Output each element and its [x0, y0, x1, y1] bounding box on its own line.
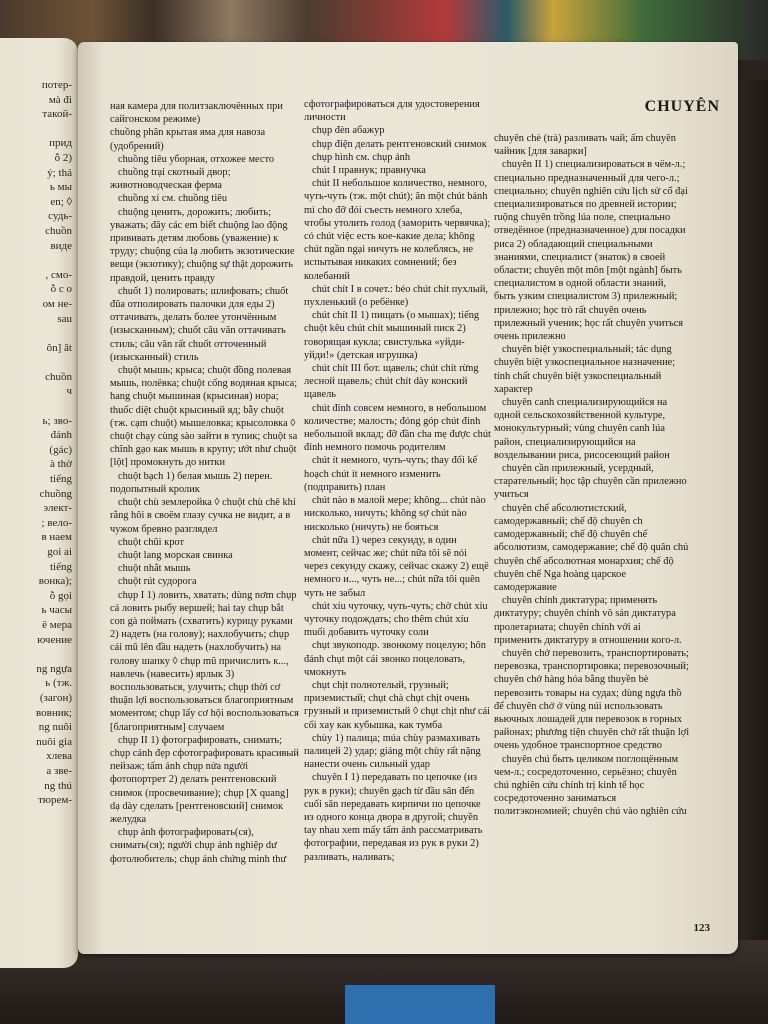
dictionary-entry: chụp I 1) ловить, хватать; dùng nơm chụp cá ловить рыбу вершей; hai tay chụp bắt con gà поймать (схватить) курицу руками 2) надеть (на голову); нахлобучить; chụp cái mũ lên đầu надеть (нахлобучить) на голову шапку ◊ chụp mũ причислить к..., навлечь (навесить) ярлык 3) воспользоваться, улучить; chụp thời cơ thuận lợi воспользоваться благоприятным моментом; chụp lấy cơ hội воспользоваться [благоприятным] случаем	[110, 589, 299, 733]
left-fragment: тюрем-	[37, 794, 72, 807]
left-fragment: ng thú	[44, 779, 72, 792]
dictionary-entry: chuộng ценить, дорожить; любить; уважать; đây các em biết chuộng lao động прививать детям любовь (уважение) к труду; chuộng của lạ любить экзотические вещи (экзотику); chuộng sự thật дорожить правдой, ценить правду	[110, 206, 295, 284]
left-fragment: ý; thả	[47, 166, 72, 179]
left-fragment: , смо-	[45, 268, 72, 281]
dictionary-entry: chuyên chính диктатура; применять диктатуру; chuyên chính vô sản диктатура пролетариата; chuyên chính với ai применить диктатуру в отношении кого-л.	[494, 595, 682, 646]
blue-book-edge	[345, 985, 495, 1024]
page-number: 123	[693, 922, 710, 934]
left-fragment: прид	[49, 137, 72, 150]
dictionary-entry: chuyên biệt узкоспециальный; tác dụng chuyên biệt узкоспециальное назначение; tính chất chuyên biệt узкоспециальный характер	[494, 344, 676, 395]
dictionary-entry: chuồng trại скотный двор; животноводческая ферма	[110, 167, 231, 192]
left-fragment: ỗ 2)	[54, 151, 72, 164]
dictionary-entry: chút chít I в сочет.: béo chút chít пухлый, пухленький (о ребёнке)	[304, 283, 488, 309]
left-fragment: ом не-	[42, 297, 72, 310]
dictionary-entry: chút đỉnh совсем немного, в небольшом количестве; малость; đóng góp chút đỉnh небольшой вклад; đỡ đần cha mẹ được chút đỉnh немного помочь родителям	[304, 402, 491, 454]
dictionary-entry: chút nữa 1) через секунду, в один момент, сейчас же; chút nữa tôi sẽ nói через секунду скажу, сейчас скажу 2) ещё немного и..., чуть не...; chút nữa tôi quên чуть не забыл	[304, 534, 489, 599]
left-fragment: nuôi gia	[36, 735, 72, 748]
dictionary-entry: chụp điện делать рентгеновский снимок	[312, 138, 487, 150]
left-fragment: tiếng	[50, 560, 72, 573]
left-fragment: вонка);	[38, 575, 72, 588]
dictionary-entry: chuyên cần прилежный, усердный, старательный; học tập chuyên cần прилежно учиться	[494, 463, 687, 501]
left-fragment: вовник;	[36, 706, 72, 719]
dictionary-entry: chuột bạch 1) белая мышь 2) перен. подопытный кролик	[110, 470, 273, 495]
left-fragment	[0, 326, 72, 341]
left-fragment	[0, 355, 72, 370]
dictionary-entry: сфотографироваться для удостоверения личности	[304, 99, 480, 124]
left-fragment: ч	[66, 385, 72, 398]
dictionary-entry: chuyên chè (trà) разливать чай; ấm chuyên чайник [для заварки]	[494, 133, 676, 158]
dictionary-entry: chút I правнук; правнучка	[312, 165, 426, 177]
dictionary-entry: chụt звукоподр. звонкому поцелую; hôn đánh chụt một cái звонко поцеловать, чмокнуть	[304, 640, 486, 678]
column-1	[110, 100, 300, 866]
left-fragment: ючение	[37, 633, 72, 646]
left-fragment: виде	[50, 239, 72, 252]
left-fragment: đánh	[50, 429, 72, 442]
left-fragment: ỗ c o	[50, 283, 72, 296]
left-page	[0, 38, 78, 968]
dictionary-entry: chụp đèn абажур	[312, 125, 385, 137]
dictionary-entry: chuyên chế абсолютистский, самодержавный; chế độ chuyên ch самодержавный; chế độ chuyên chế абсолютизм, самодержавие; chế độ quân chủ chuyên chế абсолютная монархия; chế độ chuyên chế Nga hoàng царское самодержавие	[494, 502, 689, 593]
right-page	[78, 42, 738, 954]
left-fragment: ё мера	[42, 618, 72, 631]
dictionary-entry: chuột lang морская свинка	[118, 549, 233, 561]
left-fragment: ь (тж.	[45, 677, 72, 690]
dictionary-entry: chút xíu чуточку, чуть-чуть; chờ chút xíu чуточку подождать; cho thêm chút xíu muối добавить чуточку соли	[304, 600, 488, 639]
left-fragment: chuồn	[45, 224, 72, 237]
dictionary-entry: chụp ảnh фотографировать(ся), снимать(ся); người chụp ảnh nghiệp dư фотолюбитель; chụp ảnh chứng minh thư	[110, 827, 287, 865]
dictionary-entry: chuột chũi крот	[118, 536, 185, 548]
left-fragment: в наем	[41, 531, 72, 544]
left-fragment: ỗ gọi	[49, 589, 72, 602]
dictionary-entry: chuột rút судорога	[118, 576, 197, 588]
dictionary-entry: chùy 1) палица; múa chùy размахивать палицей 2) удар; giáng một chùy rất nặng нанести очень сильный удар	[304, 732, 481, 771]
dictionary-entry: chụp hình см. chụp ảnh	[312, 151, 411, 163]
dictionary-entry: chuyên chở перевозить, транспортировать; перевозка, транспортировка; перевозочный; chuyên chở hàng hóa bằng thuyền bè перевозить товары на судах; dùng ngựa thồ để chuyên chở ở vùng núi использовать вьючных лошадей для перевозок в горных районах; phương tiện chuyên chở rất thuận lợi очень удобное транспортное средство	[494, 647, 690, 752]
left-fragment: ; вело-	[41, 516, 72, 529]
left-fragment: судь-	[48, 210, 72, 223]
book-spine	[738, 80, 768, 960]
left-fragment: ng ngựa	[36, 662, 72, 675]
left-fragment	[0, 253, 72, 268]
dictionary-entry: chụt chịt полнотелый, грузный; приземистый; chụt chà chụt chịt очень грузный и приземистый ◊ chụt chịt như cái cối xay как кубышка, как тумба	[304, 679, 491, 731]
dictionary-entry: chuồng xí см. chuồng tiêu	[118, 193, 228, 205]
column-3	[494, 132, 690, 819]
left-fragment: ь мы	[49, 181, 72, 194]
left-fragment: goi ai	[47, 546, 72, 558]
left-fragment: ng nuôi	[38, 721, 72, 734]
dictionary-entry: chụp II 1) фотографировать, снимать; chụp cảnh đẹp сфотографировать красивый пейзаж; tấm ảnh chụp nửa người фотопортрет 2) делать рентгеновский снимок (просвечивание); chụp [X quang] dạ dày сделать [рентгеновский] снимок желудка	[110, 734, 299, 825]
dictionary-entry: chút chít II 1) пищать (о мышах); tiếng chuột kêu chút chít мышиный писк 2) говорящая кукла; свистулька «уйди-уйди!» (детская игрушка)	[304, 310, 480, 361]
left-fragment: а зве-	[46, 764, 72, 777]
left-fragment	[0, 647, 72, 662]
left-fragment: (загон)	[39, 691, 72, 704]
dictionary-entry: chút II небольшое количество, немного, чуть-чуть (тж. một chút); ăn một chút bánh mì cho đỡ đói съесть немного хлеба, чтобы утолить голод (заморить червячка); có chút việc есть кое-какие дела; không chút ngần ngại ничуть не колеблясь, не испытывая никаких сомнений; без колебаний	[304, 178, 491, 282]
dictionary-entry: chuột nhắt мышь	[118, 563, 191, 575]
left-fragment: хлева	[46, 750, 72, 763]
dictionary-entry: chuồng tiêu уборная, отхожее место	[118, 153, 275, 165]
left-fragment: tiếng	[50, 473, 72, 486]
dictionary-entry: chuột chù землеройка ◊ chuột chù chê khỉ rằng hôi в своём глазу сучка не видит, а в чужом бревно разглядел	[110, 497, 296, 535]
left-fragment: ь; зво-	[42, 414, 72, 427]
left-fragment: en; ◊	[50, 195, 72, 208]
guide-word: CHUYÊN	[644, 98, 720, 115]
left-fragment	[0, 399, 72, 414]
left-fragment: chuồng	[39, 487, 72, 500]
dictionary-entry: chuyên I 1) передавать по цепочке (из рук в руки); chuyên gạch từ đầu sân đến cuối sân передавать кирпичи по цепочке из одного конца двора в другой; chuyền tay nhau xem mấy tấm ảnh рассматривать фотографии, передавая из рук в руки 2) разливать, наливать;	[304, 772, 483, 863]
dictionary-entry: chuốt 1) полировать; шлифовать; chuốt đũa отполировать палочки для еды 2) оттачивать, делать более утончённым (изысканным); chuốt câu văn оттачивать стиль; câu văn rất chuốt отточенный (изысканный) стиль	[110, 285, 289, 363]
left-fragment: элект-	[43, 502, 72, 515]
left-fragment: ôn] ât	[46, 341, 72, 354]
dictionary-entry: chuột мышь; крыса; chuột đồng полевая мышь, полёвка; chuột cống водяная крыса; hang chuột мышиная (крысиная) нора; thuốc diệt chuột крысиный яд; bẫy chuột (тж. cạm chuột) мышеловка; крысоловка ◊ chuột chạy cùng sào зайти в тупик; chuột sa chĩnh gạo как мышь в крупу; ướt như chuột [lột] промокнуть до нитки	[110, 365, 298, 469]
dictionary-entry: chút nào в малой мере; không... chút nào нисколько, ничуть; không sợ chút nào нисколько (ничуть) не бояться	[304, 495, 486, 533]
dictionary-entry: chuyên canh специализирующийся на одной сельскохозяйственной культуре, монокультурный; vùng chuyên canh lúa район, специализирующийся на возделывании риса, рисосеющий район	[494, 397, 670, 461]
dictionary-entry: chút chít III бот. щавель; chút chít rừng лесной щавель; chút chít dày конский щавель	[304, 363, 479, 401]
dictionary-entry: ная камера для политзаключённых при сайгонском режиме)	[110, 101, 283, 126]
left-fragment: ь часы	[41, 604, 72, 617]
column-2	[304, 98, 492, 864]
left-fragment	[0, 122, 72, 137]
dictionary-entry: chuyên chú быть целиком поглощённым чем-л.; сосредоточенно, серьёзно; chuyên chú nghiên cứu chính trị kinh tế học сосредоточенно заниматься политэкономией; chuyên chú vào nghiên cứu	[494, 753, 687, 818]
left-fragment: мà đi	[48, 93, 72, 106]
left-fragment: chuồn	[45, 370, 72, 383]
left-fragment: à thờ	[49, 458, 72, 471]
left-fragment: такой-	[42, 108, 72, 121]
left-fragment: потер-	[41, 79, 72, 91]
dictionary-entry: chút ít немного, чуть-чуть; thay đổi kế hoạch chút ít немного изменить (подправить) план	[304, 455, 478, 493]
left-page-text	[0, 78, 78, 808]
dictionary-entry: chuồng phân крытая яма для навоза (удобрений)	[110, 127, 266, 152]
left-fragment: sau	[57, 312, 72, 325]
left-fragment: (gác)	[49, 443, 72, 456]
dictionary-entry: chuyên II 1) специализироваться в чём-л.; специально предназначенный для чего-л.; специально; chuyên nghiên cứu lịch sử cổ đại специализироваться по древней истории; ruộng chuyên trồng lúa поле, специально отведённое (предназначенное) для посадки риса 2) обладающий специальными знаниями, специалист (знаток) в своей области; chuyên một môn [một ngành] быть специалистом в одной области знаний, быть узким специалистом 3) прилежный; прилежно; học trò rất chuyên очень прилежный ученик; học rất chuyên учиться очень прилежно	[494, 159, 688, 343]
